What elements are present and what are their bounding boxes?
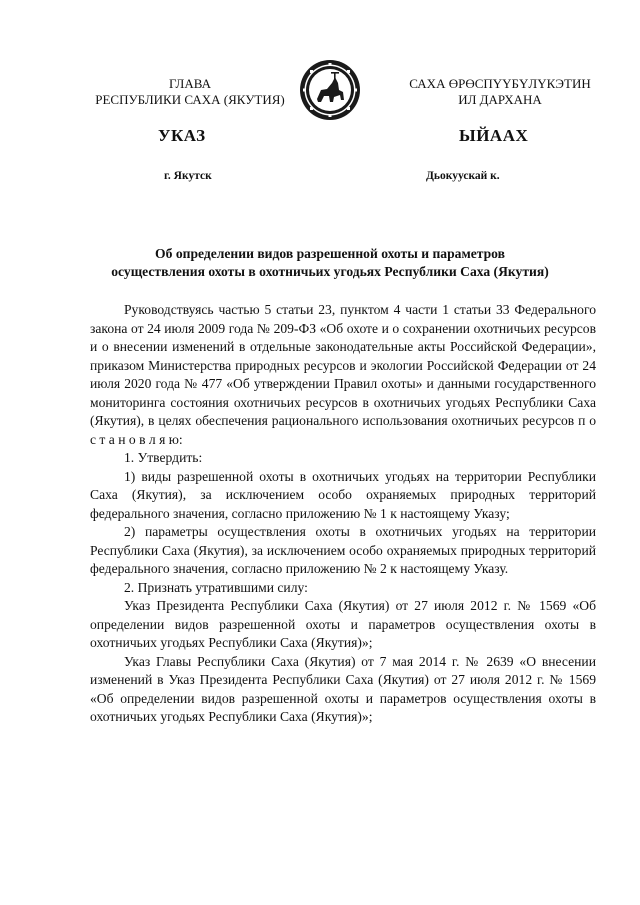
repealed-act-1: Указ Президента Республики Саха (Якутия) от 27 июля 2012 г. № 1569 «Об определении видов разрешенной охоты и параметров осуществления охоты в охотничьих угодьях Республики Саха (Якутия)»; [90,598,596,650]
header-right [380,76,620,108]
city-sakha: Дьокуускай к. [426,170,500,182]
header-left-line-2: РЕСПУБЛИКИ САХА (ЯКУТИЯ) [95,92,285,107]
clause-1-item-2: 2) параметры осуществления охоты в охотничьих угодьях на территории Республики Саха (Якутия), за исключением особо охраняемых природных территорий федерального значения, согласно приложению № 2 к настоящему Указу. [90,524,596,576]
title-line-1: Об определении видов разрешенной охоты и параметров [155,246,505,261]
clause-1-item-1: 1) виды разрешенной охоты в охотничьих угодьях на территории Республики Саха (Якутия), за исключением особо охраняемых природных территорий федерального значения, согласно приложению № 1 к настоящему Указу; [90,468,596,521]
header-right-line-1: САХА ӨРӨСПҮҮБҮЛҮКЭТИН [409,76,591,91]
decree-label-sakha: ЫЙААХ [459,126,529,145]
repealed-act-2: Указ Главы Республики Саха (Якутия) от 7 мая 2014 г. № 2639 «О внесении изменений в Указ Президента Республики Саха (Якутия) от 27 июля 2012 г. № 1569 «Об определении видов разрешенной охоты и параметров осуществления охоты в охотничьих угодьях Республики Саха (Якутия)»; [90,653,596,724]
header-left [60,76,320,108]
header-right-line-2: ИЛ ДАРХАНА [458,92,542,107]
clause-2-heading: 2. Признать утратившими силу: [124,579,308,595]
document-title [70,245,590,281]
title-line-2: осуществления охоты в охотничьих угодьях Республики Саха (Якутия) [111,264,549,279]
clause-1-heading: 1. Утвердить: [124,450,203,465]
preamble-paragraph: Руководствуясь частью 5 статьи 23, пунктом 4 части 1 статьи 33 Федерального закона от 24 июля 2009 года № 209-ФЗ «Об охоте и о сохранении охотничьих ресурсов и о внесении изменений в отдельные законодательные акты Российской Федерации», приказом Министерства природных ресурсов и экологии Российской Федерации от 24 июля 2020 года № 477 «Об утверждении Правил охоты» и данными государственного мониторинга состояния охотничьих ресурсов в охотничьих угодьях Республики Саха (Якутия), в целях обеспечения рационального использования охотничьих ресурсов п о с т а н о в л я ю: [90,302,596,447]
decree-label-ru: УКАЗ [158,126,206,145]
header-left-line-1: ГЛАВА [169,76,211,91]
document-body [90,301,596,727]
city-ru: г. Якутск [164,170,212,182]
republic-emblem-icon [299,59,361,121]
